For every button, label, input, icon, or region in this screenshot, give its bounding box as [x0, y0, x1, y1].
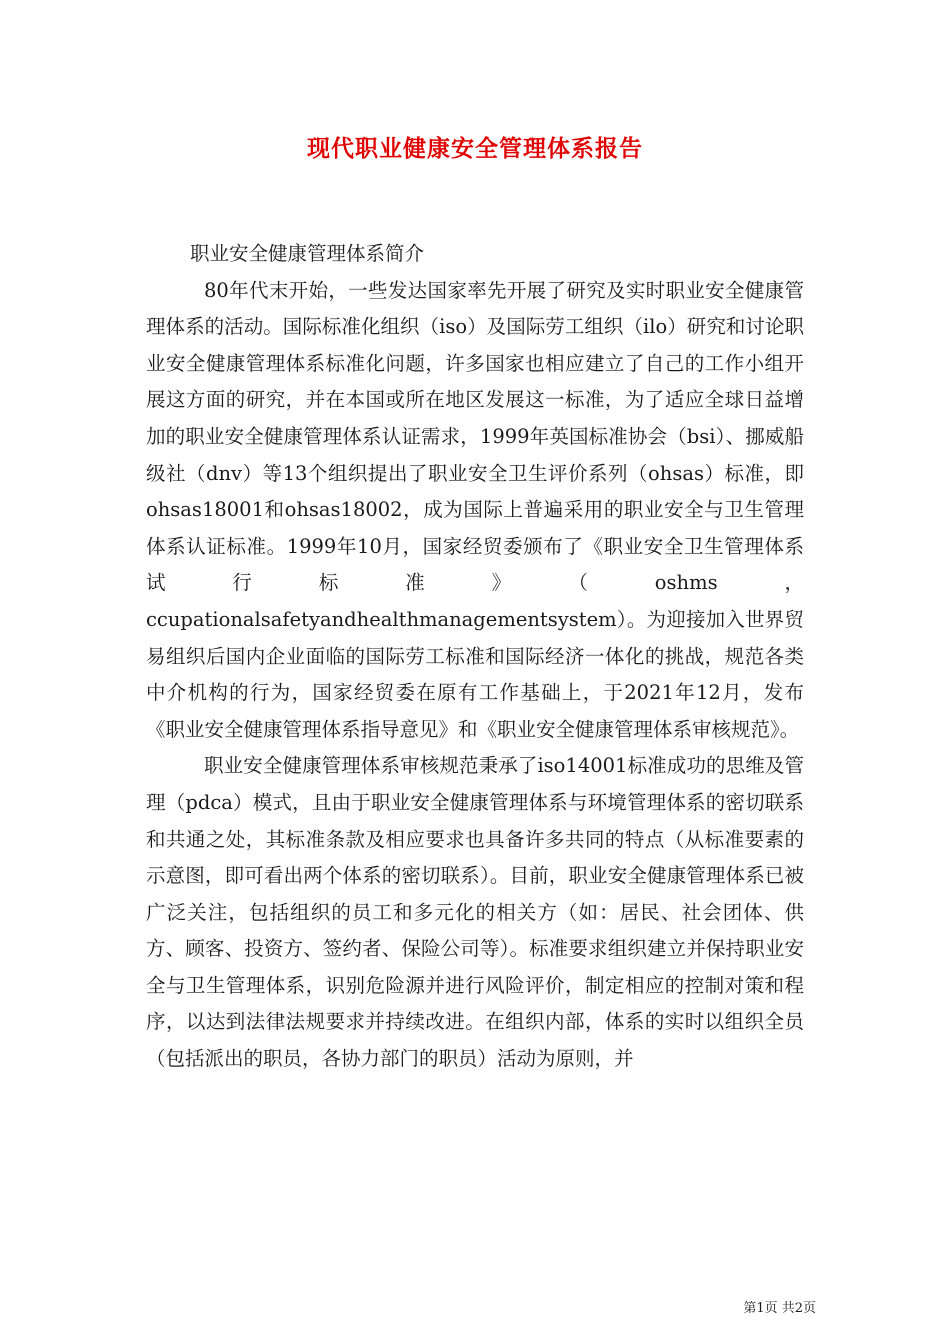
paragraph: 职业安全健康管理体系审核规范秉承了iso14001标准成功的思维及管理（pdca）模式，且由于职业安全健康管理体系与环境管理体系的密切联系和共通之处，其标准条款及相应要求也具备许多共同的特点（从标准要素的示意图，即可看出两个体系的密切联系）。目前，职业安全健康管理体系已被广泛关注，包括组织的员工和多元化的相关方（如：居民、社会团体、供方、顾客、投资方、签约者、保险公司等）。标准要求组织建立并保持职业安全与卫生管理体系，识别危险源并进行风险评价，制定相应的控制对策和程序，以达到法律法规要求并持续改进。在组织内部，体系的实时以组织全员（包括派出的职员，各协力部门的职员）活动为原则，并 [146, 754, 804, 1071]
page-number: 第1页 共2页 [743, 1301, 816, 1316]
section-heading: 职业安全健康管理体系简介 [190, 242, 425, 265]
document-body [146, 236, 804, 1078]
paragraph: 80年代末开始，一些发达国家率先开展了研究及实时职业安全健康管理体系的活动。国际标准化组织（iso）及国际劳工组织（ilo）研究和讨论职业安全健康管理体系标准化问题，许多国家也相应建立了自己的工作小组开展这方面的研究，并在本国或所在地区发展这一标准，为了适应全球日益增加的职业安全健康管理体系认证需求，1999年英国标准协会（bsi）、挪威船级社（dnv）等13个组织提出了职业安全卫生评价系列（ohsas）标准，即ohsas18001和ohsas18002，成为国际上普遍采用的职业安全与卫生管理体系认证标准。1999年10月，国家经贸委颁布了《职业安全卫生管理体系试行标准》（oshms，ccupationalsafetyandhealthmanagementsystem）。为迎接加入世界贸易组织后国内企业面临的国际劳工标准和国际经济一体化的挑战，规范各类中介机构的行为，国家经贸委在原有工作基础上，于2021年12月，发布《职业安全健康管理体系指导意见》和《职业安全健康管理体系审核规范》。 [146, 278, 804, 741]
page-title: 现代职业健康安全管理体系报告 [307, 135, 643, 162]
